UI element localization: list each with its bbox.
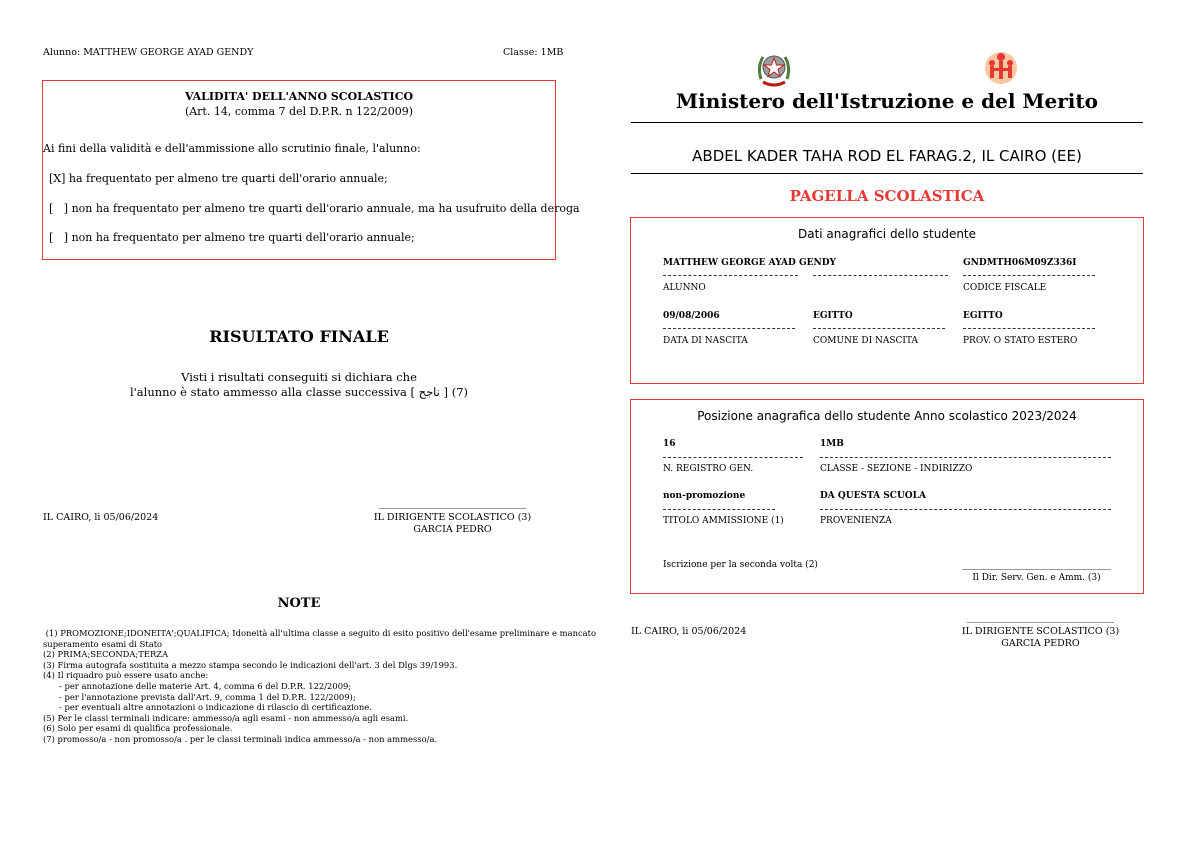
left-signature-name: GARCIA PEDRO	[413, 524, 492, 535]
dash-line	[663, 457, 803, 458]
right-signature-line	[967, 622, 1114, 623]
fiscal-code-label: CODICE FISCALE	[963, 283, 1047, 293]
note-line: (2) PRIMA;SECONDA;TERZA	[43, 649, 169, 660]
student-line: Alunno: MATTHEW GEORGE AYAD GENDY	[43, 47, 254, 58]
note-line: - per eventuali altre annotazioni o indicazione di rilascio di certificazione.	[43, 702, 372, 713]
ministry-title: Ministero dell'Istruzione e del Merito	[676, 89, 1098, 113]
validity-intro: Ai fini della validità e dell'ammissione allo scrutinio finale, l'alunno:	[43, 142, 421, 155]
italian-emblem-icon	[755, 47, 793, 89]
position-box	[630, 399, 1144, 594]
student-name: MATTHEW GEORGE AYAD GENDY	[663, 258, 836, 268]
notes-list	[43, 628, 596, 745]
register-number-label: N. REGISTRO GEN.	[663, 464, 754, 474]
note-line: - per annotazione delle materie Art. 4, comma 6 del D.P.R. 122/2009;	[43, 680, 352, 691]
note-line: - per l'annotazione prevista dall'Art. 9, comma 1 del D.P.R. 122/2009);	[43, 691, 356, 702]
birth-country-label: PROV. O STATO ESTERO	[963, 336, 1078, 346]
register-number: 16	[663, 439, 676, 449]
left-signature-line	[379, 508, 526, 509]
admission-title-label: TITOLO AMMISSIONE (1)	[663, 516, 784, 526]
student-data-title: Dati anagrafici dello studente	[797, 227, 977, 241]
note-line: (5) Per le classi terminali indicare: ammesso/a agli esami - non ammesso/a agli esami.	[43, 712, 409, 723]
dash-line	[663, 328, 795, 329]
dash-line	[663, 509, 775, 510]
validity-option-1: [X] ha frequentato per almeno tre quarti dell'orario annuale;	[49, 172, 388, 185]
dash-line	[820, 457, 1111, 458]
school-logo-icon	[982, 48, 1020, 86]
result-line-1: Visti i risultati conseguiti si dichiara che	[181, 370, 417, 384]
validity-subtitle: (Art. 14, comma 7 del D.P.R. n 122/2009)	[184, 105, 414, 118]
right-place-date: IL CAIRO, li 05/06/2024	[631, 626, 747, 637]
validity-title: VALIDITA' DELL'ANNO SCOLASTICO	[184, 90, 414, 103]
note-line: (6) Solo per esami di qualifica professionale.	[43, 723, 233, 734]
origin-label: PROVENIENZA	[820, 516, 892, 526]
dash-line	[813, 275, 948, 276]
birth-date: 09/08/2006	[663, 311, 720, 321]
note-line: superamento esami di Stato	[43, 638, 163, 649]
class-line: Classe: 1MB	[503, 47, 564, 58]
school-name: ABDEL KADER TAHA ROD EL FARAG.2, IL CAIRO (EE)	[692, 147, 1082, 165]
result-line-2: l'alunno è stato ammesso alla classe successiva [ ناجح ] (7)	[129, 385, 469, 399]
student-name-label: ALUNNO	[663, 283, 706, 293]
note-line: (1) PROMOZIONE;IDONEITA';QUALIFICA; Idoneità all'ultima classe a seguito di esito positivo dell'esame preliminare e mancato	[43, 628, 597, 638]
right-signature-title: IL DIRIGENTE SCOLASTICO (3)	[961, 626, 1120, 637]
dsga-signature-line	[962, 569, 1111, 570]
dash-line	[963, 328, 1095, 329]
fiscal-code: GNDMTH06M09Z336I	[963, 258, 1077, 268]
notes-title: NOTE	[277, 596, 321, 611]
result-title: RISULTATO FINALE	[209, 327, 389, 346]
document-title: PAGELLA SCOLASTICA	[789, 187, 985, 205]
dash-line	[820, 509, 1111, 510]
admission-title: non-promozione	[663, 491, 746, 501]
validity-option-2: [ ] non ha frequentato per almeno tre quarti dell'orario annuale, ma ha usufruito della deroga	[49, 202, 580, 215]
validity-option-3: [ ] non ha frequentato per almeno tre quarti dell'orario annuale;	[49, 231, 415, 244]
divider	[631, 122, 1143, 123]
note-line: (7) promosso/a - non promosso/a . per le classi terminali indica ammesso/a - non ammesso/a.	[43, 733, 438, 744]
birth-town-label: COMUNE DI NASCITA	[813, 336, 918, 346]
note-line: (3) Firma autografa sostituita a mezzo stampa secondo le indicazioni dell'art. 3 del Dlgs 39/1993.	[43, 659, 458, 670]
dsga-signature-title: Il Dir. Serv. Gen. e Amm. (3)	[972, 573, 1101, 583]
divider	[631, 173, 1143, 174]
right-signature-name: GARCIA PEDRO	[1001, 638, 1080, 649]
left-place-date: IL CAIRO, li 05/06/2024	[43, 512, 159, 523]
birth-date-label: DATA DI NASCITA	[663, 336, 748, 346]
left-signature-title: IL DIRIGENTE SCOLASTICO (3)	[373, 512, 532, 523]
origin: DA QUESTA SCUOLA	[820, 491, 926, 501]
dash-line	[663, 275, 798, 276]
dash-line	[813, 328, 945, 329]
birth-town: EGITTO	[813, 311, 853, 321]
position-title: Posizione anagrafica dello studente Anno scolastico 2023/2024	[697, 409, 1077, 423]
enrolment-note: Iscrizione per la seconda volta (2)	[663, 560, 818, 570]
student-data-box	[630, 217, 1144, 384]
validity-box	[42, 80, 580, 260]
class-section: 1MB	[820, 439, 844, 449]
dash-line	[963, 275, 1095, 276]
note-line: (4) Il riquadro può essere usato anche:	[43, 670, 209, 681]
birth-country: EGITTO	[963, 311, 1003, 321]
class-section-label: CLASSE - SEZIONE - INDIRIZZO	[820, 464, 973, 474]
